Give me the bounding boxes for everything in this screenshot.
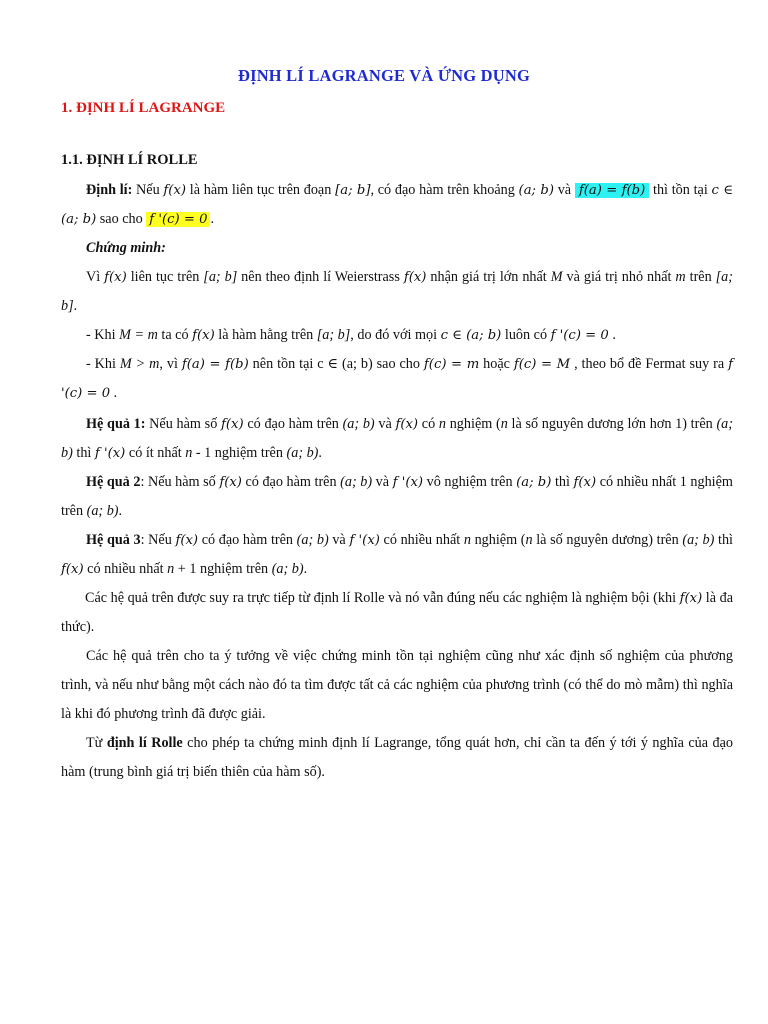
math: c ∈ (a; b)	[61, 183, 734, 227]
subsection-heading: 1.1. ĐỊNH LÍ ROLLE	[61, 152, 198, 168]
math: f(x)	[163, 183, 187, 198]
document-title: ĐỊNH LÍ LAGRANGE VÀ ỨNG DỤNG	[237, 66, 531, 85]
document-body	[61, 176, 733, 787]
proof-paragraph-1: Vì f(x) liên tục trên [a; b] nên theo định lí Weierstrass f(x) nhận giá trị lớn nhất M và giá trị nhỏ nhất m trên [a; b].	[61, 269, 733, 314]
corollary-1-label: Hệ quả 1:	[86, 416, 146, 432]
corollary-3: Hệ quả 3: Nếu f(x) có đạo hàm trên (a; b) và f '(x) có nhiều nhất n nghiệm (n là số nguyên dương) trên (a; b) thì f(x) có nhiều nhất n + 1 nghiệm trên (a; b).	[61, 532, 733, 577]
highlight-yellow: f '(c) = 0	[146, 212, 210, 227]
remark-paragraph-1: Các hệ quả trên được suy ra trực tiếp từ định lí Rolle và nó vẫn đúng nếu các nghiệm là nghiệm bội (khi f(x) là đa thức).	[61, 590, 733, 635]
section-heading: 1. ĐỊNH LÍ LAGRANGE	[61, 100, 226, 116]
math: [a; b]	[335, 183, 371, 198]
remark-paragraph-3: Từ định lí Rolle cho phép ta chứng minh định lí Lagrange, tổng quát hơn, chỉ cần ta đến ý tới ý nghĩa của đạo hàm (trung bình giá trị biến thiên của hàm số).	[61, 735, 733, 780]
math: (a; b)	[518, 183, 554, 198]
corollary-3-label: Hệ quả 3	[86, 532, 141, 548]
corollary-2-label: Hệ quả 2	[86, 474, 141, 490]
theorem-paragraph: Định lí: Nếu f(x) là hàm liên tục trên đoạn [a; b], có đạo hàm trên khoảng (a; b) và f(a) = f(b) thì tồn tại c ∈ (a; b) sao cho f '(c) = 0 .	[61, 182, 734, 227]
corollary-1: Hệ quả 1: Nếu hàm số f(x) có đạo hàm trên (a; b) và f(x) có n nghiệm (n là số nguyên dương lớn hơn 1) trên (a; b) thì f '(x) có ít nhất n - 1 nghiệm trên (a; b).	[61, 416, 733, 461]
remark-paragraph-2: Các hệ quả trên cho ta ý tưởng về việc chứng minh tồn tại nghiệm cũng như xác định số nghiệm của phương trình, và nếu như bằng một cách nào đó ta tìm được tất cả các nghiệm của phương trình (có thể do mò mẫm) thì nghĩa là khi đó phương trình đã được giải.	[61, 648, 733, 722]
proof-label: Chứng minh:	[86, 240, 166, 256]
rolle-bold: định lí Rolle	[106, 735, 183, 751]
proof-paragraph-2: - Khi M = m ta có f(x) là hàm hằng trên [a; b], do đó với mọi c ∈ (a; b) luôn có f '(c) = 0 .	[86, 327, 616, 343]
proof-label-paragraph	[61, 234, 733, 263]
proof-paragraph-3: - Khi M > m, vì f(a) = f(b) nên tồn tại c ∈ (a; b) sao cho f(c) = m hoặc f(c) = M , theo bổ đề Fermat suy ra f '(c) = 0 .	[61, 356, 733, 401]
highlight-cyan: f(a) = f(b)	[575, 183, 649, 198]
corollary-2: Hệ quả 2: Nếu hàm số f(x) có đạo hàm trên (a; b) và f '(x) vô nghiệm trên (a; b) thì f(x) có nhiều nhất 1 nghiệm trên (a; b).	[61, 474, 733, 519]
theorem-label: Định lí:	[86, 182, 133, 198]
